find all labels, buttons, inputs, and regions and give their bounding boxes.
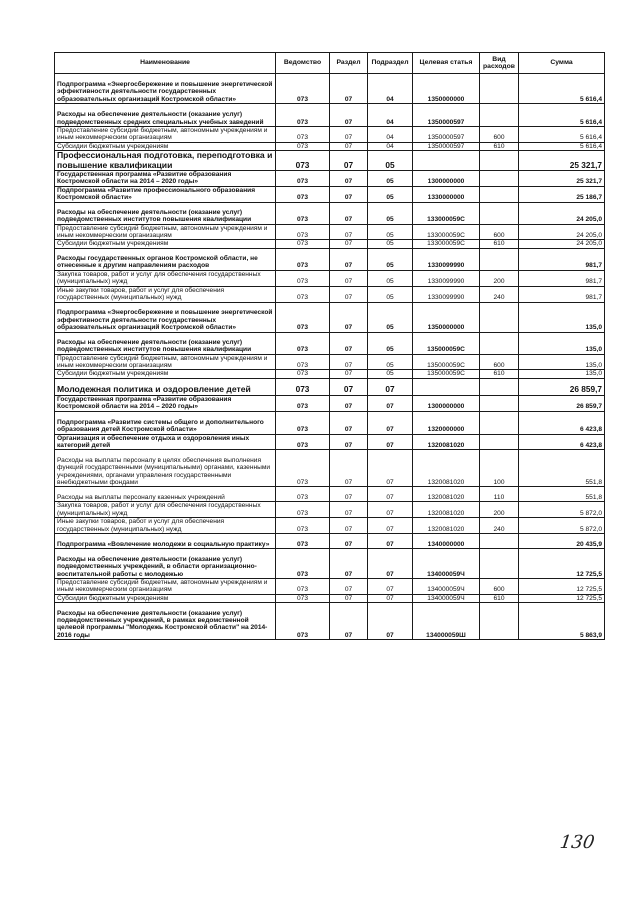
- table-row: [55, 248, 605, 270]
- cell-dept: 073: [276, 354, 330, 370]
- cell-subsection: 07: [368, 594, 413, 602]
- cell-section: 07: [330, 171, 368, 187]
- cell-name: Расходы на обеспечение деятельности (оказание услуг) подведомственных учреждений, в рамках ведомственной целевой программы "Молодежь Костромской области" на 2014-2016 годы: [55, 603, 276, 640]
- table-row: [55, 487, 605, 502]
- cell-target-article: 1320081020: [413, 518, 480, 534]
- cell-dept: 073: [276, 127, 330, 143]
- cell-name: Иные закупки товаров, работ и услуг для обеспечения государственных (муниципальных) нужд: [55, 518, 276, 534]
- budget-table: [54, 52, 605, 640]
- cell-sum: 25 321,7: [519, 151, 605, 171]
- cell-expense-kind: 200: [480, 270, 519, 286]
- cell-subsection: 05: [368, 270, 413, 286]
- cell-subsection: 07: [368, 578, 413, 594]
- cell-subsection: 05: [368, 332, 413, 354]
- cell-dept: 073: [276, 434, 330, 450]
- cell-section: 07: [330, 548, 368, 578]
- cell-subsection: 04: [368, 127, 413, 143]
- cell-subsection: 07: [368, 411, 413, 434]
- cell-section: 07: [330, 302, 368, 332]
- cell-expense-kind: 610: [480, 594, 519, 602]
- cell-sum: 981,7: [519, 286, 605, 302]
- cell-sum: 24 205,0: [519, 240, 605, 248]
- cell-expense-kind: [480, 248, 519, 270]
- cell-dept: 073: [276, 186, 330, 202]
- cell-dept: 073: [276, 240, 330, 248]
- cell-name: Предоставление субсидий бюджетным, автономным учреждениям и иным некоммерческим организациям: [55, 127, 276, 143]
- header-subsection: Подраздел: [368, 53, 413, 74]
- cell-dept: 073: [276, 487, 330, 502]
- cell-sum: 981,7: [519, 248, 605, 270]
- cell-name: Предоставление субсидий бюджетным, автономным учреждениям и иным некоммерческим организациям: [55, 224, 276, 240]
- cell-name: Предоставление субсидий бюджетным, автономным учреждениям и иным некоммерческим организациям: [55, 578, 276, 594]
- cell-sum: 5 616,4: [519, 142, 605, 150]
- cell-expense-kind: 110: [480, 487, 519, 502]
- cell-expense-kind: 610: [480, 240, 519, 248]
- cell-dept: 073: [276, 248, 330, 270]
- cell-target-article: 1300000000: [413, 171, 480, 187]
- cell-sum: 135,0: [519, 302, 605, 332]
- cell-section: 07: [330, 434, 368, 450]
- cell-section: 07: [330, 533, 368, 548]
- cell-expense-kind: [480, 411, 519, 434]
- cell-sum: 5 872,0: [519, 518, 605, 534]
- table-row: [55, 151, 605, 171]
- cell-dept: 073: [276, 378, 330, 395]
- cell-name: Подпрограмма «Энергосбережение и повышение энергетической эффективности деятельности государственных образовательных организаций Костромской области»: [55, 74, 276, 104]
- cell-expense-kind: [480, 378, 519, 395]
- cell-target-article: 1330099990: [413, 286, 480, 302]
- cell-dept: 073: [276, 202, 330, 224]
- table-row: [55, 270, 605, 286]
- table-row: [55, 594, 605, 602]
- header-target-article: Целевая статья: [413, 53, 480, 74]
- table-header-row: [55, 53, 605, 74]
- table-row: [55, 74, 605, 104]
- cell-subsection: 05: [368, 186, 413, 202]
- cell-expense-kind: 100: [480, 450, 519, 487]
- cell-subsection: 07: [368, 378, 413, 395]
- cell-target-article: 134000059Ш: [413, 603, 480, 640]
- cell-subsection: 07: [368, 533, 413, 548]
- cell-name: Закупка товаров, работ и услуг для обеспечения государственных (муниципальных) нужд: [55, 502, 276, 518]
- cell-section: 07: [330, 594, 368, 602]
- table-row: [55, 603, 605, 640]
- cell-section: 07: [330, 104, 368, 127]
- cell-sum: 135,0: [519, 370, 605, 378]
- cell-sum: 5 616,4: [519, 74, 605, 104]
- table-row: [55, 186, 605, 202]
- table-row: [55, 434, 605, 450]
- cell-sum: 551,8: [519, 450, 605, 487]
- cell-section: 07: [330, 332, 368, 354]
- cell-subsection: 04: [368, 74, 413, 104]
- cell-target-article: 134000059Ч: [413, 548, 480, 578]
- cell-sum: 26 859,7: [519, 395, 605, 411]
- cell-section: 07: [330, 354, 368, 370]
- cell-subsection: 04: [368, 104, 413, 127]
- cell-subsection: 07: [368, 603, 413, 640]
- cell-expense-kind: [480, 186, 519, 202]
- cell-dept: 073: [276, 171, 330, 187]
- table-row: [55, 332, 605, 354]
- cell-section: 07: [330, 487, 368, 502]
- cell-name: Субсидии бюджетным учреждениям: [55, 240, 276, 248]
- cell-dept: 073: [276, 450, 330, 487]
- cell-target-article: 1330000000: [413, 186, 480, 202]
- cell-expense-kind: [480, 104, 519, 127]
- header-name: Наименование: [55, 53, 276, 74]
- cell-subsection: 07: [368, 518, 413, 534]
- cell-target-article: 1320081020: [413, 502, 480, 518]
- cell-expense-kind: [480, 171, 519, 187]
- table-row: [55, 202, 605, 224]
- page-number: 130: [558, 832, 596, 853]
- cell-sum: 12 725,5: [519, 548, 605, 578]
- cell-name: Субсидии бюджетным учреждениям: [55, 594, 276, 602]
- cell-expense-kind: [480, 533, 519, 548]
- cell-target-article: 1300000000: [413, 395, 480, 411]
- cell-sum: 12 725,5: [519, 594, 605, 602]
- table-row: [55, 533, 605, 548]
- cell-dept: 073: [276, 518, 330, 534]
- cell-subsection: 05: [368, 240, 413, 248]
- cell-dept: 073: [276, 332, 330, 354]
- cell-section: 07: [330, 411, 368, 434]
- cell-subsection: 05: [368, 151, 413, 171]
- cell-name: Молодежная политика и оздоровление детей: [55, 378, 276, 395]
- cell-sum: 20 435,9: [519, 533, 605, 548]
- cell-dept: 073: [276, 411, 330, 434]
- cell-expense-kind: 610: [480, 370, 519, 378]
- cell-section: 07: [330, 74, 368, 104]
- cell-target-article: 1320000000: [413, 411, 480, 434]
- cell-section: 07: [330, 286, 368, 302]
- cell-name: Подпрограмма «Развитие системы общего и дополнительного образования детей Костромской области»: [55, 411, 276, 434]
- cell-name: Расходы на выплаты персоналу казенных учреждений: [55, 487, 276, 502]
- cell-section: 07: [330, 151, 368, 171]
- cell-expense-kind: [480, 395, 519, 411]
- cell-target-article: 134000059Ч: [413, 594, 480, 602]
- cell-name: Профессиональная подготовка, переподготовка и повышение квалификации: [55, 151, 276, 171]
- cell-target-article: 1350000000: [413, 74, 480, 104]
- cell-sum: 5 616,4: [519, 127, 605, 143]
- cell-target-article: 1320081020: [413, 434, 480, 450]
- cell-target-article: 133000059C: [413, 224, 480, 240]
- cell-sum: 25 186,7: [519, 186, 605, 202]
- cell-expense-kind: [480, 302, 519, 332]
- cell-subsection: 05: [368, 224, 413, 240]
- cell-expense-kind: [480, 603, 519, 640]
- cell-target-article: 135000059C: [413, 370, 480, 378]
- cell-expense-kind: 200: [480, 502, 519, 518]
- cell-section: 07: [330, 186, 368, 202]
- cell-section: 07: [330, 370, 368, 378]
- table-row: [55, 378, 605, 395]
- cell-target-article: [413, 378, 480, 395]
- table-row: [55, 142, 605, 150]
- cell-name: Подпрограмма «Энергосбережение и повышение энергетической эффективности деятельности государственных образовательных организаций Костромской области»: [55, 302, 276, 332]
- cell-dept: 073: [276, 224, 330, 240]
- cell-name: Расходы на выплаты персоналу в целях обеспечения выполнения функций государственными (муниципальными) органами, казенными учреждениями, органами управления государственными внебюджетными фондами: [55, 450, 276, 487]
- cell-target-article: 135000059C: [413, 354, 480, 370]
- cell-subsection: 07: [368, 502, 413, 518]
- cell-sum: 5 872,0: [519, 502, 605, 518]
- cell-target-article: 1350000597: [413, 104, 480, 127]
- table-row: [55, 395, 605, 411]
- table-row: [55, 518, 605, 534]
- cell-name: Государственная программа «Развитие образования Костромской области на 2014 – 2020 годы»: [55, 171, 276, 187]
- cell-section: 07: [330, 395, 368, 411]
- cell-expense-kind: [480, 548, 519, 578]
- cell-expense-kind: [480, 151, 519, 171]
- cell-dept: 073: [276, 533, 330, 548]
- cell-expense-kind: 240: [480, 286, 519, 302]
- cell-subsection: 05: [368, 248, 413, 270]
- cell-dept: 073: [276, 270, 330, 286]
- cell-target-article: 133000059C: [413, 202, 480, 224]
- table-row: [55, 224, 605, 240]
- cell-section: 07: [330, 270, 368, 286]
- cell-sum: 25 321,7: [519, 171, 605, 187]
- cell-subsection: 07: [368, 434, 413, 450]
- table-row: [55, 354, 605, 370]
- cell-dept: 073: [276, 104, 330, 127]
- cell-expense-kind: 600: [480, 354, 519, 370]
- table-row: [55, 127, 605, 143]
- cell-target-article: 1350000000: [413, 302, 480, 332]
- table-row: [55, 548, 605, 578]
- cell-dept: 073: [276, 286, 330, 302]
- cell-name: Закупка товаров, работ и услуг для обеспечения государственных (муниципальных) нужд: [55, 270, 276, 286]
- cell-name: Субсидии бюджетным учреждениям: [55, 370, 276, 378]
- header-expense-kind: Вид расходов: [480, 53, 519, 74]
- cell-section: 07: [330, 578, 368, 594]
- cell-target-article: [413, 151, 480, 171]
- budget-table-sheet: [54, 52, 604, 640]
- cell-name: Иные закупки товаров, работ и услуг для обеспечения государственных (муниципальных) нужд: [55, 286, 276, 302]
- cell-section: 07: [330, 378, 368, 395]
- header-dept: Ведомство: [276, 53, 330, 74]
- cell-name: Субсидии бюджетным учреждениям: [55, 142, 276, 150]
- table-row: [55, 240, 605, 248]
- cell-dept: 073: [276, 302, 330, 332]
- cell-section: 07: [330, 450, 368, 487]
- cell-name: Организация и обеспечение отдыха и оздоровления иных категорий детей: [55, 434, 276, 450]
- cell-sum: 981,7: [519, 270, 605, 286]
- cell-name: Расходы на обеспечение деятельности (оказание услуг) подведомственных учреждений, в области организационно-воспитательной работы с молодежью: [55, 548, 276, 578]
- cell-section: 07: [330, 248, 368, 270]
- cell-subsection: 05: [368, 286, 413, 302]
- cell-section: 07: [330, 142, 368, 150]
- cell-expense-kind: [480, 74, 519, 104]
- cell-name: Подпрограмма «Вовлечение молодежи в социальную практику»: [55, 533, 276, 548]
- cell-dept: 073: [276, 370, 330, 378]
- cell-section: 07: [330, 518, 368, 534]
- header-section: Раздел: [330, 53, 368, 74]
- cell-target-article: 1350000597: [413, 142, 480, 150]
- cell-dept: 073: [276, 594, 330, 602]
- cell-sum: 135,0: [519, 332, 605, 354]
- cell-target-article: 1330099990: [413, 270, 480, 286]
- table-row: [55, 302, 605, 332]
- cell-section: 07: [330, 127, 368, 143]
- table-row: [55, 502, 605, 518]
- cell-subsection: 05: [368, 370, 413, 378]
- cell-subsection: 07: [368, 395, 413, 411]
- cell-sum: 5 616,4: [519, 104, 605, 127]
- cell-sum: 551,8: [519, 487, 605, 502]
- cell-expense-kind: [480, 332, 519, 354]
- cell-name: Расходы на обеспечение деятельности (оказание услуг) подведомственных институтов повышения квалификации: [55, 332, 276, 354]
- cell-expense-kind: [480, 202, 519, 224]
- cell-dept: 073: [276, 548, 330, 578]
- cell-subsection: 07: [368, 450, 413, 487]
- cell-subsection: 05: [368, 202, 413, 224]
- cell-sum: 26 859,7: [519, 378, 605, 395]
- cell-expense-kind: 600: [480, 127, 519, 143]
- cell-target-article: 133000059C: [413, 240, 480, 248]
- cell-sum: 6 423,8: [519, 411, 605, 434]
- cell-target-article: 1350000597: [413, 127, 480, 143]
- cell-expense-kind: 240: [480, 518, 519, 534]
- cell-sum: 135,0: [519, 354, 605, 370]
- cell-dept: 073: [276, 395, 330, 411]
- table-row: [55, 450, 605, 487]
- cell-sum: 12 725,5: [519, 578, 605, 594]
- cell-target-article: 1320081020: [413, 450, 480, 487]
- cell-dept: 073: [276, 151, 330, 171]
- cell-expense-kind: 600: [480, 224, 519, 240]
- cell-section: 07: [330, 224, 368, 240]
- table-body: [55, 74, 605, 640]
- cell-dept: 073: [276, 74, 330, 104]
- table-row: [55, 578, 605, 594]
- cell-target-article: 135000059C: [413, 332, 480, 354]
- header-sum: Сумма: [519, 53, 605, 74]
- cell-dept: 073: [276, 603, 330, 640]
- cell-dept: 073: [276, 142, 330, 150]
- cell-section: 07: [330, 240, 368, 248]
- cell-subsection: 04: [368, 142, 413, 150]
- cell-subsection: 05: [368, 354, 413, 370]
- cell-expense-kind: 610: [480, 142, 519, 150]
- cell-name: Расходы государственных органов Костромской области, не отнесенные к другим направлениям расходов: [55, 248, 276, 270]
- cell-subsection: 05: [368, 302, 413, 332]
- cell-name: Расходы на обеспечение деятельности (оказание услуг) подведомственных институтов повышения квалификации: [55, 202, 276, 224]
- cell-target-article: 134000059Ч: [413, 578, 480, 594]
- table-row: [55, 411, 605, 434]
- cell-name: Государственная программа «Развитие образования Костромской области на 2014 – 2020 годы»: [55, 395, 276, 411]
- cell-name: Расходы на обеспечение деятельности (оказание услуг) подведомственных средних специальных учебных заведений: [55, 104, 276, 127]
- cell-expense-kind: [480, 434, 519, 450]
- cell-target-article: 1340000000: [413, 533, 480, 548]
- cell-name: Предоставление субсидий бюджетным, автономным учреждениям и иным некоммерческим организациям: [55, 354, 276, 370]
- cell-dept: 073: [276, 578, 330, 594]
- cell-sum: 5 863,9: [519, 603, 605, 640]
- cell-sum: 24 205,0: [519, 224, 605, 240]
- cell-section: 07: [330, 202, 368, 224]
- table-row: [55, 171, 605, 187]
- cell-subsection: 07: [368, 487, 413, 502]
- cell-expense-kind: 600: [480, 578, 519, 594]
- cell-sum: 6 423,8: [519, 434, 605, 450]
- table-row: [55, 370, 605, 378]
- cell-section: 07: [330, 603, 368, 640]
- cell-subsection: 07: [368, 548, 413, 578]
- cell-subsection: 05: [368, 171, 413, 187]
- cell-section: 07: [330, 502, 368, 518]
- cell-dept: 073: [276, 502, 330, 518]
- table-row: [55, 286, 605, 302]
- cell-target-article: 1320081020: [413, 487, 480, 502]
- table-row: [55, 104, 605, 127]
- cell-target-article: 1330099990: [413, 248, 480, 270]
- cell-sum: 24 205,0: [519, 202, 605, 224]
- cell-name: Подпрограмма «Развитие профессионального образования Костромской области»: [55, 186, 276, 202]
